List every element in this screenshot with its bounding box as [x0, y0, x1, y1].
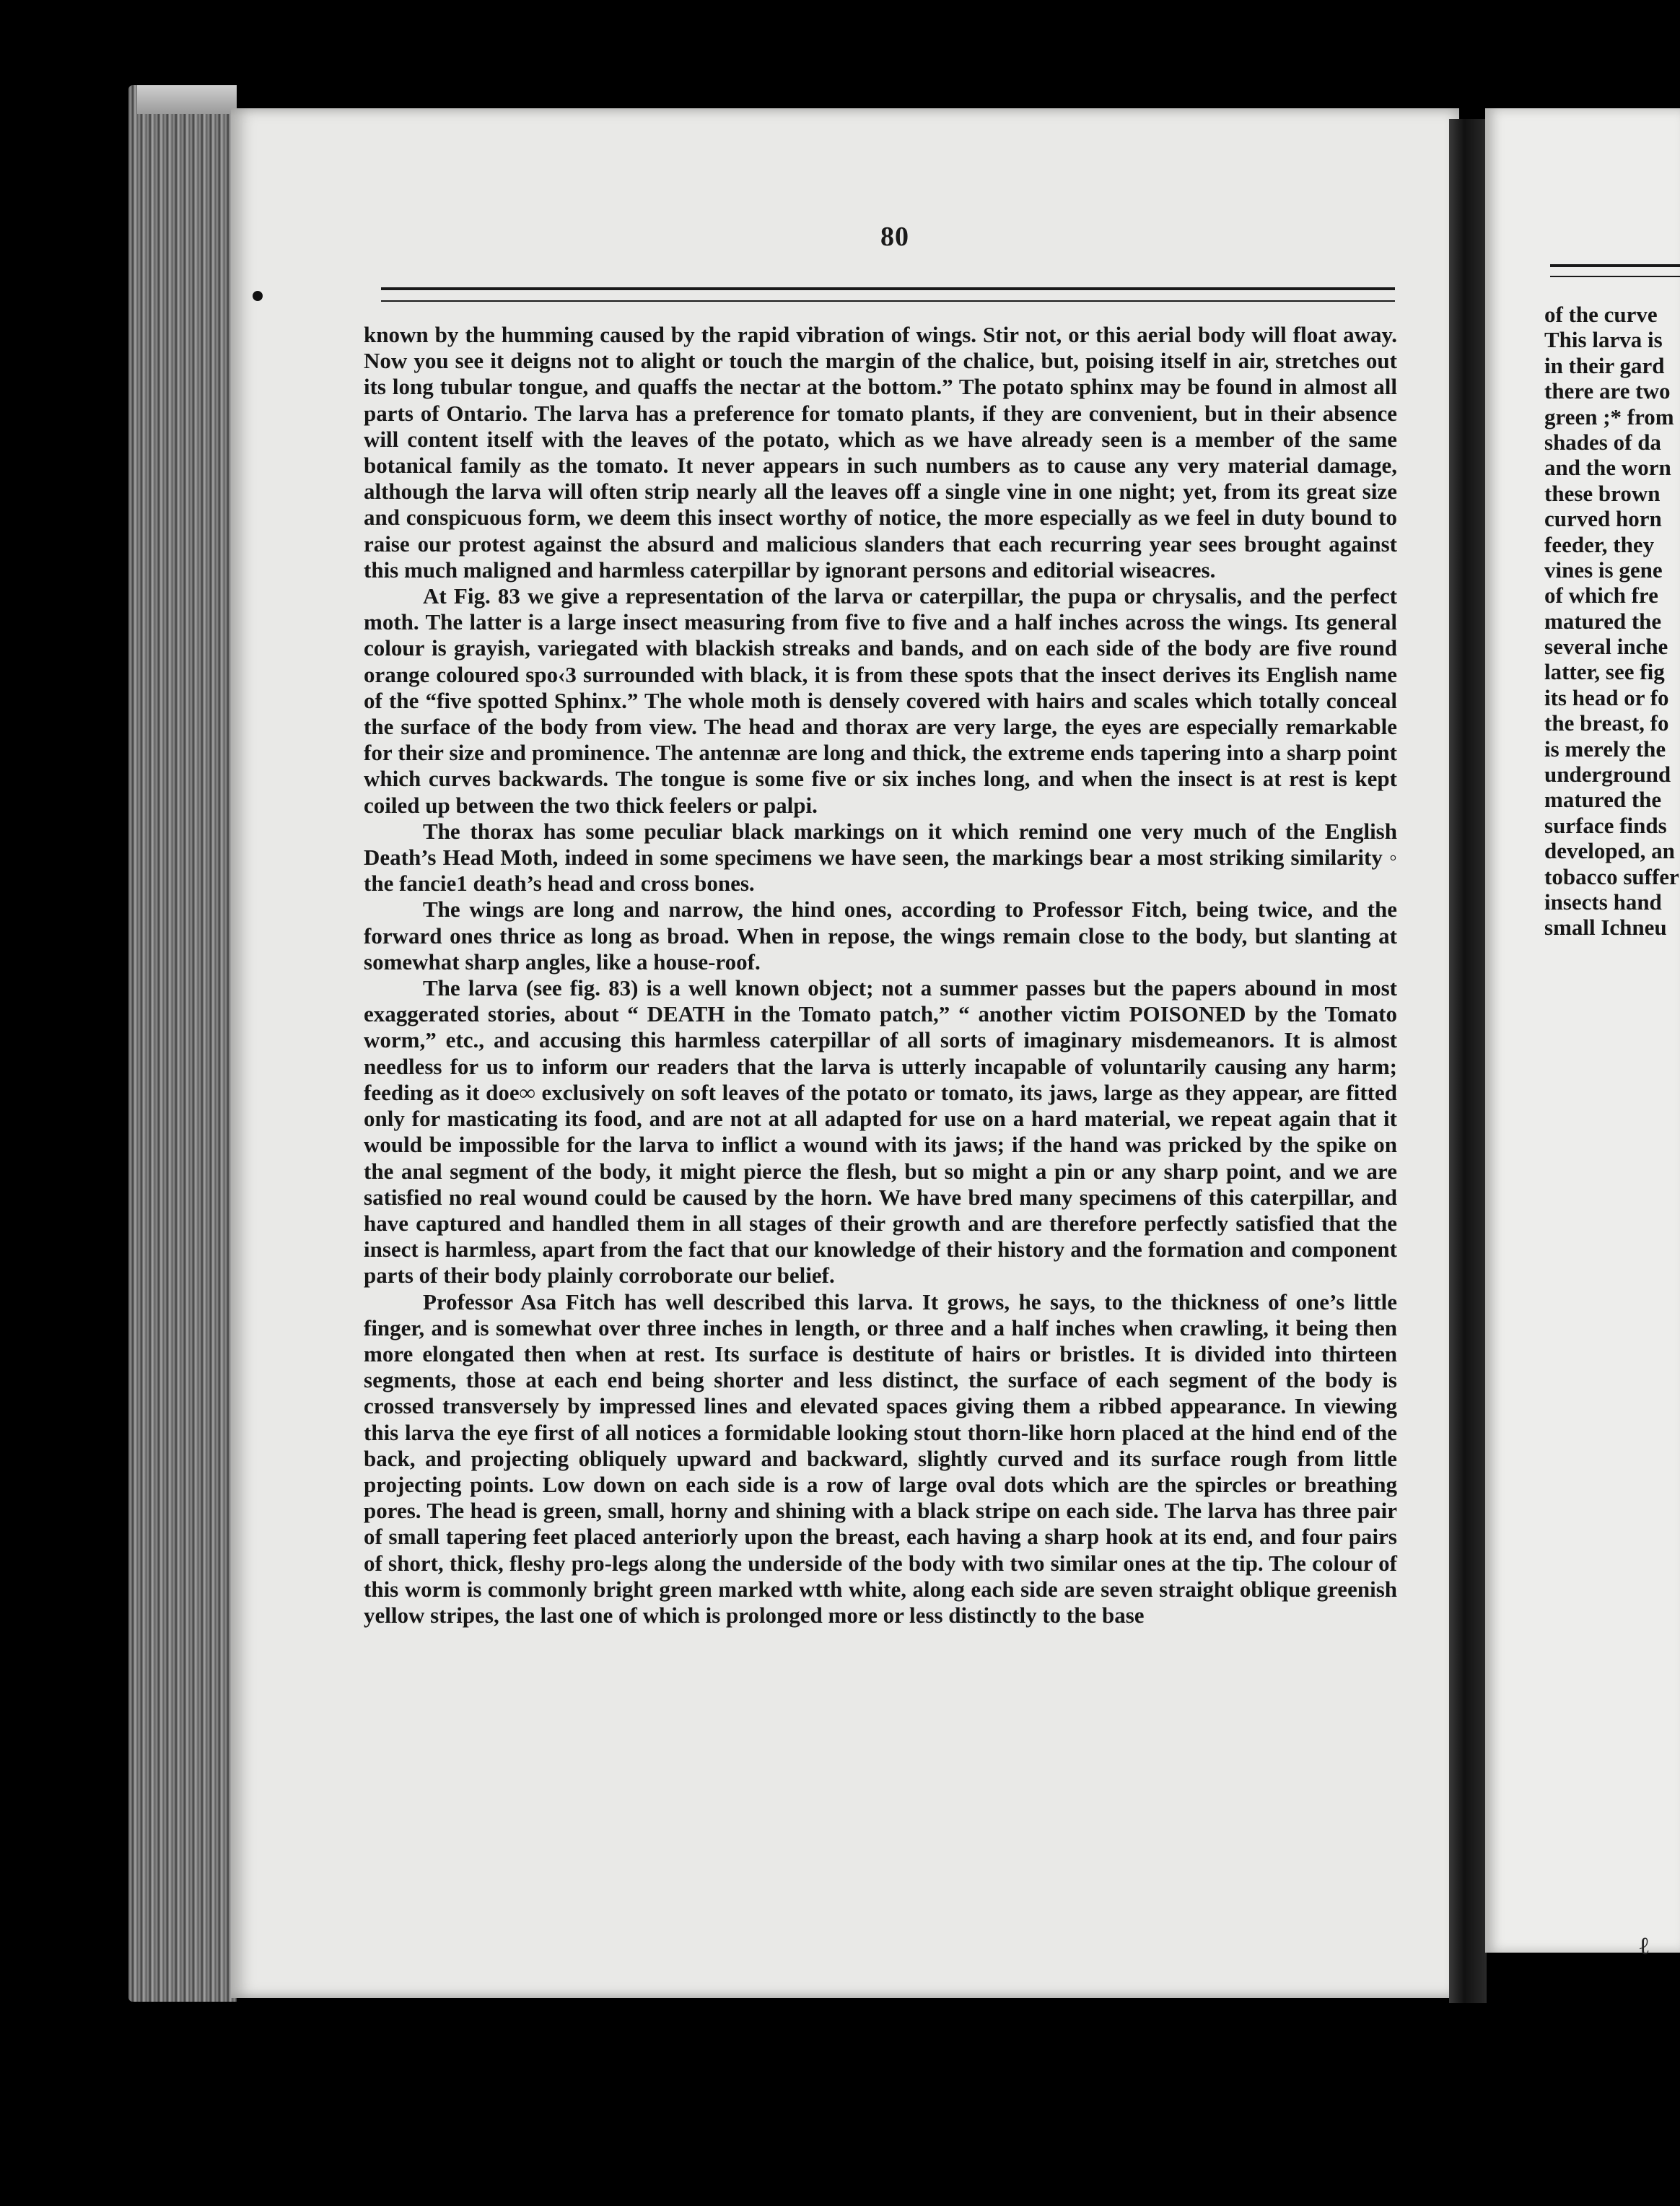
page-edges-top — [137, 85, 237, 114]
facing-line: of which fre — [1544, 583, 1658, 609]
facing-line: is merely the — [1544, 736, 1666, 762]
page-number: 80 — [880, 222, 909, 252]
facing-line: surface finds — [1544, 812, 1667, 838]
facing-line: feeder, they — [1544, 531, 1655, 557]
header-double-rule — [381, 287, 1395, 302]
stray-mark: ℓ — [1640, 1933, 1649, 1960]
book-gutter — [1449, 119, 1487, 2003]
paragraph: The wings are long and narrow, the hind ones, according to Professor Fitch, being twice, and the forward ones thrice as long as broad. When in repose, the wings remain close to the body, but slanting at somewhat sharp angles, like a house-roof. — [364, 897, 1397, 975]
body-text — [364, 322, 1397, 1629]
facing-line: curved horn — [1544, 506, 1662, 532]
facing-line: matured the — [1544, 608, 1662, 634]
facing-line: insects hand — [1544, 889, 1662, 915]
facing-line: This larva is — [1544, 327, 1663, 353]
facing-line: and the worn — [1544, 455, 1671, 481]
facing-line: several inche — [1544, 634, 1668, 660]
facing-line: shades of da — [1544, 429, 1661, 455]
facing-page-header-rule — [1550, 264, 1680, 277]
facing-line: tobacco suffer — [1544, 863, 1679, 889]
facing-line: there are two — [1544, 378, 1671, 404]
paragraph: The larva (see fig. 83) is a well known object; not a summer passes but the papers abound in most exaggerated stories, about “ DEATH in the Tomato patch,” “ another victim POISONED by the Tomato worm,” etc., and accusing this harmless caterpillar of all sorts of imaginary misdemeanors. It is almost needless for us to inform our readers that the larva is utterly incapable of voluntarily causing any harm; feeding as it doe∞ exclusively on soft leaves of the potato or tomato, its jaws, large as they appear, are fitted only for masticating its food, and are not at all adapted for use on a hard material, we repeat again that it would be impossible for the larva to inflict a wound with its jaws; if the hand was pricked by the spike on the anal segment of the body, it might pierce the flesh, but so might a pin or any sharp point, and we are satisfied no real wound could be caused by the horn. We have bred many specimens of this caterpillar, and have captured and handled them in all stages of their growth and are therefore perfectly satisfied that the insect is harmless, apart from the fact that our knowledge of their history and the formation and component parts of their body plainly corroborate our belief. — [364, 975, 1397, 1289]
facing-line: these brown — [1544, 480, 1661, 506]
facing-page-text — [1544, 302, 1680, 941]
facing-line: vines is gene — [1544, 557, 1663, 583]
paragraph: known by the humming caused by the rapid vibration of wings. Stir not, or this aerial body will float away. Now you see it deigns not to alight or touch the margin of the chalice, but, poising itself in air, stretches out its long tubular tongue, and quaffs the nectar at the bottom.” The potato sphinx may be found in almost all parts of Ontario. The larva has a preference for tomato plants, if they are convenient, but in their absence will content itself with the leaves of the potato, which as we have already seen is a member of the same botanical family as the tomato. It never appears in such numbers as to cause any very material damage, although the larva will often strip nearly all the leaves off a single vine in one night; yet, from its great size and conspicuous form, we deem this insect worthy of notice, the more especially as we feel in duty bound to raise our protest against the absurd and malicious slanders that each recurring year sees brought against this much maligned and harmless caterpillar by ignorant persons and editorial wiseacres. — [364, 322, 1397, 583]
facing-line: the breast, fo — [1544, 710, 1669, 736]
facing-line: underground — [1544, 762, 1671, 788]
paragraph: At Fig. 83 we give a representation of the larva or caterpillar, the pupa or chrysalis, and the perfect moth. The latter is a large insect measuring from five to five and a half inches across the wings. Its general colour is grayish, variegated with blackish streaks and bands, and on each side of the body are five round orange coloured spo‹3 surrounded with black, it is from these spots that the insect derives its English name of the “five spotted Sphinx.” The whole moth is densely covered with hairs and scales which totally conceal the surface of the body from view. The head and thorax are very large, the eyes are especially remarkable for their size and prominence. The antennæ are long and thick, the extreme ends tapering into a sharp point which curves backwards. The tongue is some five or six inches long, and when the insect is at rest is kept coiled up between the two thick feelers or palpi. — [364, 583, 1397, 818]
facing-line: its head or fo — [1544, 684, 1669, 710]
paragraph: The thorax has some peculiar black markings on it which remind one very much of the English Death’s Head Moth, indeed in some specimens we have seen, the markings bear a most striking similarity ◦ the fancie1 death’s head and cross bones. — [364, 818, 1397, 897]
facing-line: of the curve — [1544, 302, 1658, 327]
binding-hole-mark — [253, 291, 263, 301]
facing-line: matured the — [1544, 787, 1662, 813]
paragraph: Professor Asa Fitch has well described this larva. It grows, he says, to the thickness of one’s little finger, and is somewhat over three inches in length, or three and a half inches when crawling, it being then more elongated then when at rest. Its surface is destitute of hairs or bristles. It is divided into thirteen segments, those at each end being shorter and less distinct, the surface of each segment of the body is crossed transversely by impressed lines and elevated spaces giving them a ribbed appearance. In viewing this larva the eye first of all notices a formidable looking stout thorn-like horn placed at the hind end of the back, and projecting obliquely upward and backward, slightly curved and its surface rough from little projecting points. Low down on each side is a row of large oval dots which are the spircles or breathing pores. The head is green, small, horny and shining with a black stripe on each side. The larva has three pair of small tapering feet placed anteriorly upon the breast, each having a sharp hook at its end, and four pairs of short, thick, fleshy pro-legs along the underside of the body with two similar ones at the tip. The colour of this worm is commonly bright green marked wtth white, along each side are seven straight oblique greenish yellow stripes, the last one of which is prolonged more or less distinctly to the base — [364, 1289, 1397, 1628]
facing-line: developed, an — [1544, 838, 1675, 864]
facing-line: small Ichneu — [1544, 915, 1667, 941]
page-edges — [128, 85, 237, 2002]
facing-line: latter, see fig — [1544, 659, 1665, 685]
facing-line: green ;* from — [1544, 404, 1674, 430]
facing-line: in their gard — [1544, 352, 1665, 378]
